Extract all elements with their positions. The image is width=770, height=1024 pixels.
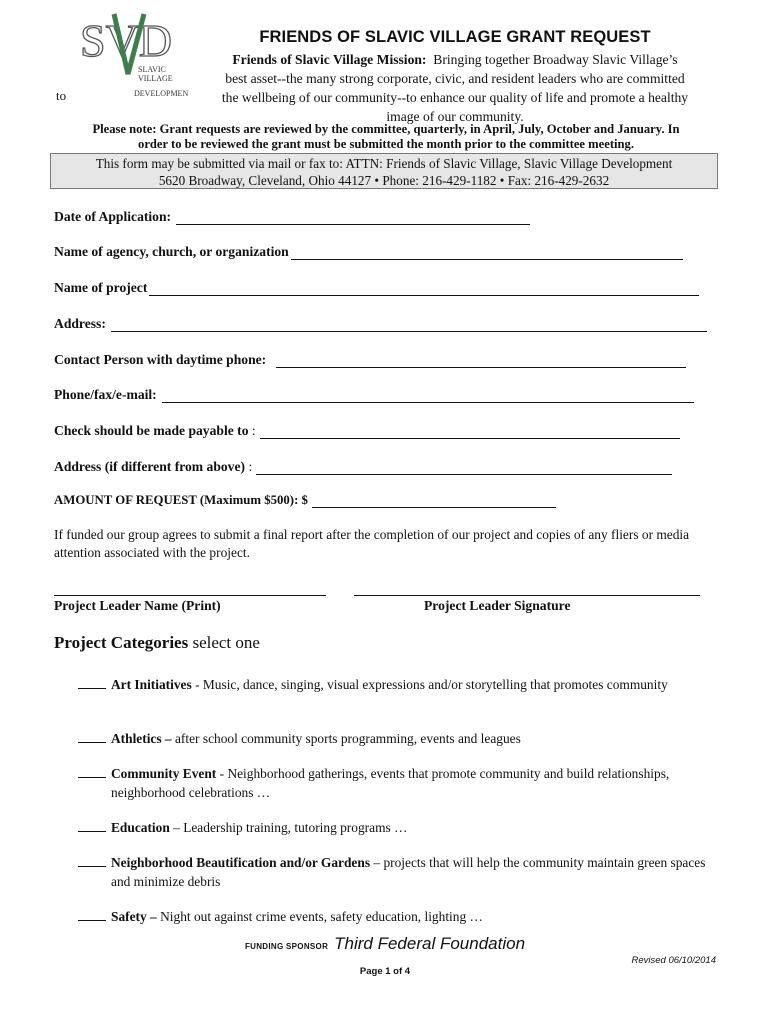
submission-info-box [50,153,718,189]
funding-sponsor [0,934,770,954]
sponsor-label: FUNDING SPONSOR [244,942,329,951]
leader-name-label: Project Leader Name (Print) [54,598,221,613]
category-item[interactable] [78,853,718,891]
alt-address-label: Address (if different from above) [54,459,246,474]
category-name: Art Initiatives [111,677,192,692]
logo-tagline-1: SLAVIC [138,65,166,74]
address-input-line[interactable] [111,319,707,332]
category-sep: – [169,820,184,835]
category-item[interactable] [78,675,718,694]
logo-monogram: SVD [80,15,173,66]
category-desc: Music, dance, singing, visual expressions and/or storytelling that promotes community [202,677,668,692]
payable-input-line[interactable] [260,426,680,439]
alt-address-field[interactable] [54,459,672,475]
mission-label: Friends of Slavic Village Mission: [232,52,427,67]
svd-logo-mark [80,12,188,102]
mission-line-1: Bringing together Broadway Slavic Village’s [433,52,678,67]
project-input-line[interactable] [149,283,699,296]
category-item[interactable] [78,764,718,802]
contact-input-line[interactable] [276,355,686,368]
project-field[interactable] [54,280,699,296]
date-input-line[interactable] [176,212,530,225]
sponsor-name: Third Federal Foundation [334,934,526,953]
category-desc: Night out against crime events, safety education, lighting … [160,909,483,924]
category-desc: Leadership training, tutoring programs … [183,820,408,835]
review-note [54,122,718,152]
contact-field[interactable] [54,352,686,368]
category-checkbox-line[interactable] [78,675,106,689]
address-field[interactable] [54,316,707,332]
date-field[interactable] [54,209,530,225]
amount-field[interactable] [54,493,556,508]
svd-logo [80,12,188,102]
payable-label: Check should be made payable to [54,423,249,438]
revised-date: Revised 06/10/2014 [631,955,716,966]
amount-label: AMOUNT OF REQUEST (Maximum $500): $ [54,493,308,507]
category-name: Community Event [111,766,217,781]
category-name: Safety – [111,909,157,924]
mission-line-3: the wellbeing of our community--to enhance our quality of life and promote a healthy [221,90,689,105]
address-label: Address: [54,316,106,331]
leader-name-line[interactable] [54,594,326,596]
submission-line-1: This form may be submitted via mail or fax to: ATTN: Friends of Slavic Village, Slavic Village Development [95,156,673,171]
final-report-statement: If funded our group agrees to submit a final report after the completion of our project and copies of any fliers or media attention associated with the project. [54,527,690,560]
category-checkbox-line[interactable] [78,729,106,743]
category-item[interactable] [78,818,718,837]
categories-heading-bold: Project Categories [54,633,189,652]
category-checkbox-line[interactable] [78,853,106,867]
page-title: FRIENDS OF SLAVIC VILLAGE GRANT REQUEST [259,28,651,46]
category-checkbox-line[interactable] [78,907,106,921]
date-label: Date of Application: [54,209,172,224]
payable-colon: : [251,423,256,438]
phone-input-line[interactable] [162,390,694,403]
submission-line-2: 5620 Broadway, Cleveland, Ohio 44127 • Phone: 216-429-1182 • Fax: 216-429-2632 [158,173,610,188]
to-label: to [56,88,67,103]
category-sep: - [191,677,203,692]
category-sep: – [370,855,384,870]
leader-signature-label: Project Leader Signature [424,598,571,613]
page-number: Page 1 of 4 [359,966,411,977]
phone-label: Phone/fax/e-mail: [54,387,157,402]
organization-input-line[interactable] [291,247,683,260]
category-desc: after school community sports programming, events and leagues [174,731,521,746]
category-checkbox-line[interactable] [78,818,106,832]
mission-line-4: image of our community. [386,109,524,124]
mission-statement [190,50,720,126]
payable-field[interactable] [54,423,680,439]
category-item[interactable] [78,907,718,926]
logo-tagline-2: VILLAGE [138,74,173,83]
organization-label: Name of agency, church, or organization [54,244,289,259]
project-label: Name of project [54,280,148,295]
mission-line-2: best asset--the many strong corporate, civic, and resident leaders who are committed [225,71,685,86]
category-checkbox-line[interactable] [78,764,106,778]
category-name: Neighborhood Beautification and/or Gardens [111,855,371,870]
alt-address-colon: : [248,459,253,474]
alt-address-input-line[interactable] [256,462,672,475]
note-line-2: order to be reviewed the grant must be submitted the month prior to the committee meeting. [138,137,634,151]
category-name: Education [111,820,170,835]
organization-field[interactable] [54,244,683,260]
category-name: Athletics – [111,731,172,746]
category-desc: projects that will help the community maintain green spaces and minimize debris [111,855,706,889]
category-desc: Neighborhood gatherings, events that promote community and build relationships, neighborhood celebrations … [111,766,670,800]
category-sep: - [216,766,228,781]
phone-field[interactable] [54,387,694,403]
amount-input-line[interactable] [312,495,556,508]
logo-tagline-3: DEVELOPMENT [134,89,188,98]
category-item[interactable] [78,729,718,748]
note-line-1: Please note: Grant requests are reviewed by the committee, quarterly, in April, July, October and January. In [92,122,680,136]
categories-heading [54,633,260,653]
contact-label: Contact Person with daytime phone: [54,352,267,367]
categories-heading-rest: select one [188,633,260,652]
leader-signature-line[interactable] [354,594,700,596]
